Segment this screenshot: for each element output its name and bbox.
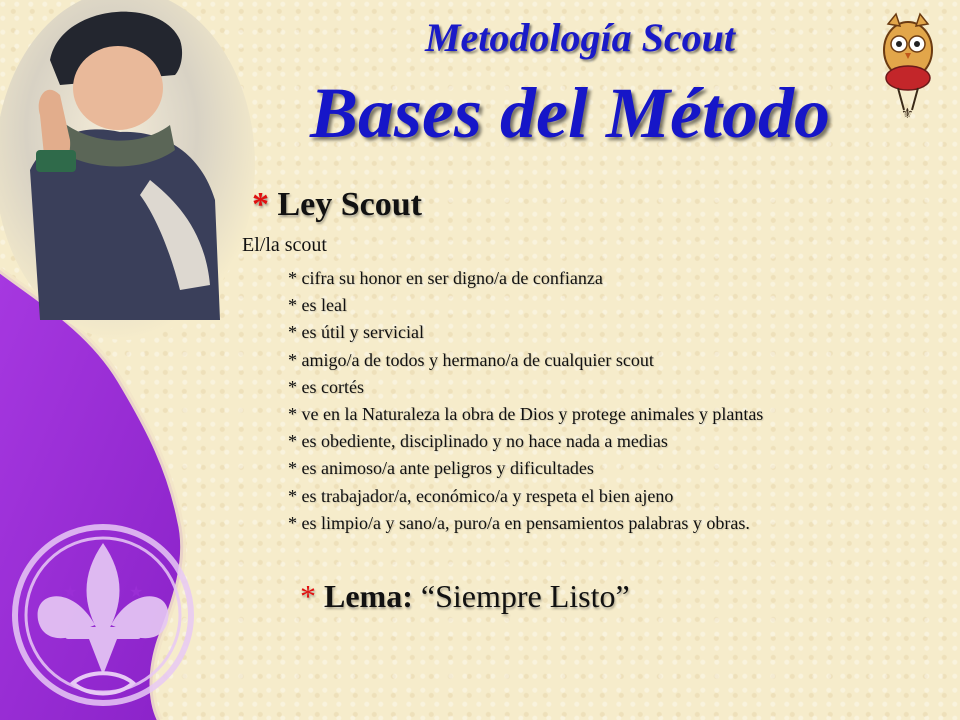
owl-mascot-icon xyxy=(884,14,932,122)
bullet-star-icon: * xyxy=(252,186,269,223)
lema-label: Lema: xyxy=(324,578,413,614)
list-item: * amigo/a de todos y hermano/a de cualquier scout xyxy=(288,349,654,370)
list-item: * ve en la Naturaleza la obra de Dios y protege animales y plantas xyxy=(288,403,764,424)
slide-subtitle: Metodología Scout xyxy=(424,15,736,60)
list-item: * cifra su honor en ser digno/a de confianza xyxy=(288,268,603,288)
ley-list xyxy=(288,265,763,537)
bullet-star-icon: * xyxy=(300,578,316,614)
lema-value: “Siempre Listo” xyxy=(420,578,630,614)
ley-heading-label: Ley Scout xyxy=(277,186,422,223)
list-item: * es obediente, disciplinado y no hace nada a medias xyxy=(288,431,668,452)
list-item: * es leal xyxy=(288,295,347,316)
ley-heading xyxy=(252,186,422,224)
svg-text:⚜: ⚜ xyxy=(901,106,914,122)
list-item: * es limpio/a y sano/a, puro/a en pensamientos palabras y obras. xyxy=(288,512,750,533)
scout-photo xyxy=(0,0,255,340)
svg-text:★: ★ xyxy=(129,582,144,601)
ley-intro: El/la scout xyxy=(242,234,327,256)
lema-line xyxy=(300,578,630,615)
list-item: * es animoso/a ante peligros y dificultades xyxy=(288,458,594,479)
list-item: * es cortés xyxy=(288,376,364,397)
list-item: * es trabajador/a, económico/a y respeta el bien ajeno xyxy=(288,485,674,506)
list-item: * es útil y servicial xyxy=(288,322,424,343)
slide-title: Bases del Método xyxy=(310,73,830,153)
svg-text:★: ★ xyxy=(63,582,78,601)
